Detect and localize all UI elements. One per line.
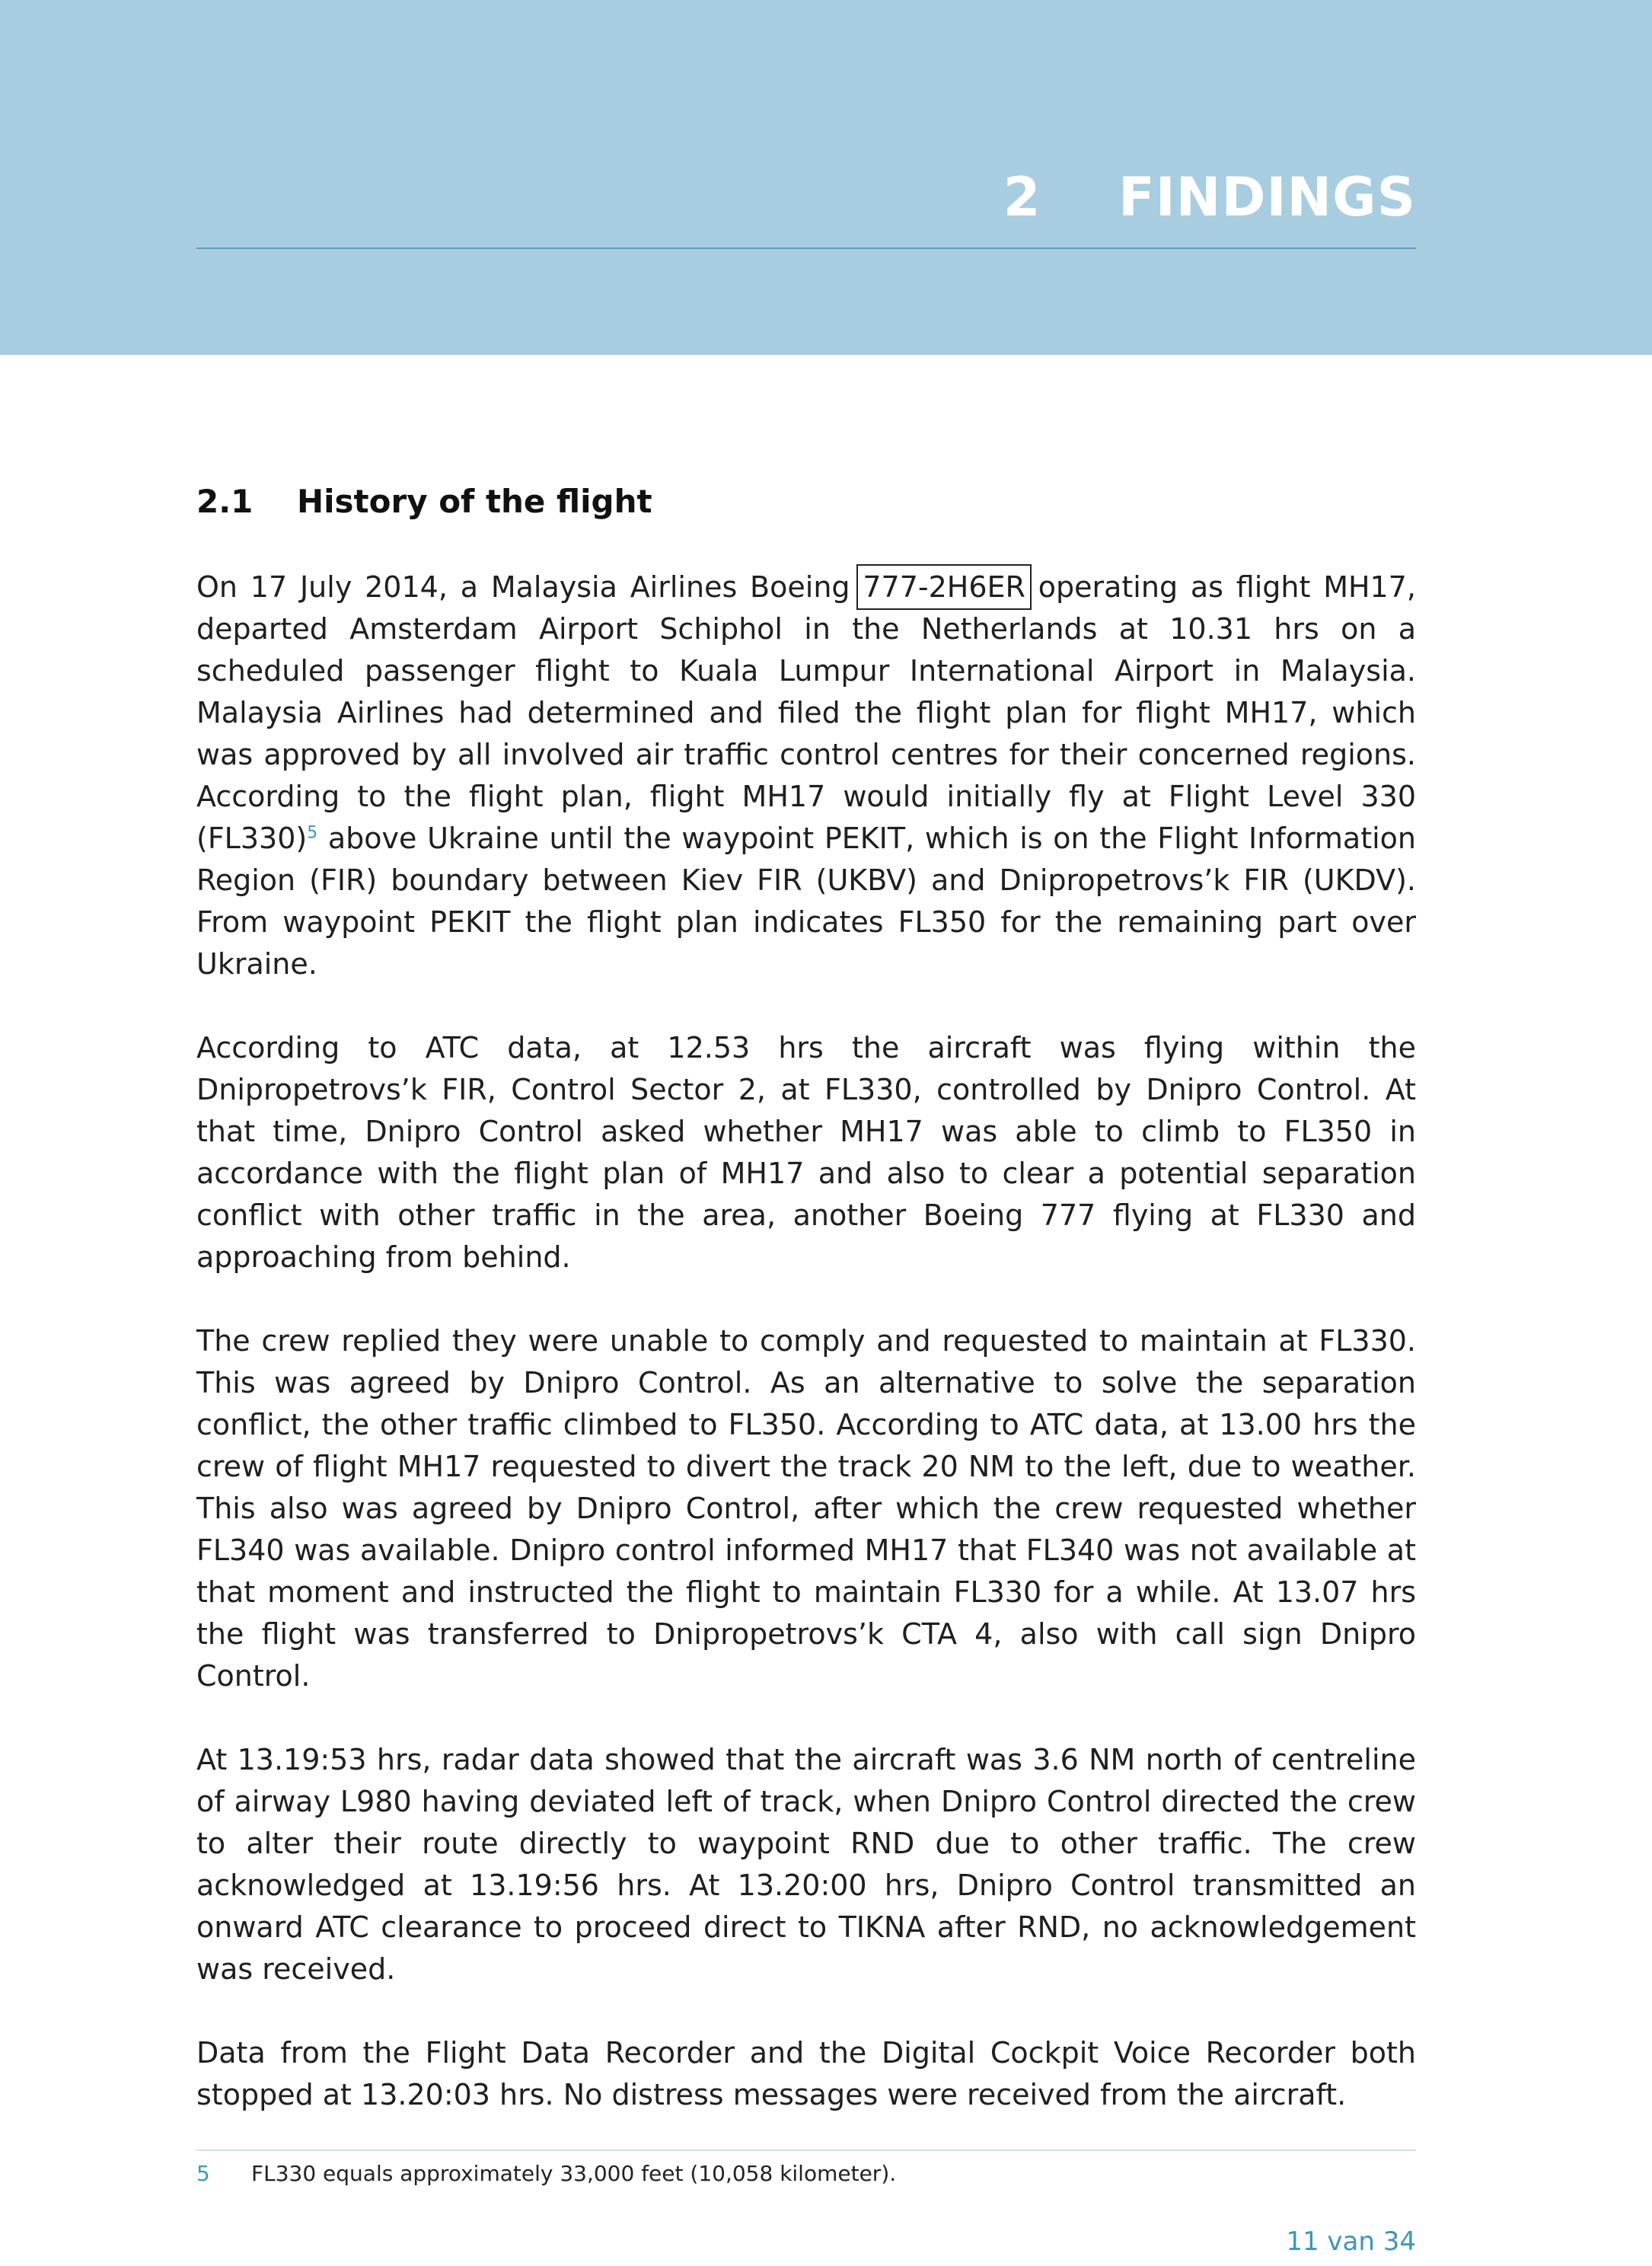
footnote-number: 5 xyxy=(196,2161,210,2186)
chapter-name: FINDINGS xyxy=(1118,166,1416,228)
paragraph-2: According to ATC data, at 12.53 hrs the aircraft was flying within the Dnipropetrovs’k FIR, Control Sector 2, at FL330, controlled by Dnipro Control. At that time, Dnipro Control asked whether MH17 was able to climb to FL350 in accordance with the flight plan of MH17 and also to clear a potential separation conflict with other traffic in the area, another Boeing 777 flying at FL330 and approaching from behind. xyxy=(196,1031,1416,1274)
paragraph-4: At 13.19:53 hrs, radar data showed that the aircraft was 3.6 NM north of centreline of airway L980 having deviated left of track, when Dnipro Control directed the crew to alter their route directly to waypoint RND due to other traffic. The crew acknowledged at 13.19:56 hrs. At 13.20:00 hrs, Dnipro Control transmitted an onward ATC clearance to proceed direct to TIKNA after RND, no acknowledgement was received. xyxy=(196,1743,1416,1986)
paragraph-1 xyxy=(196,566,1416,985)
paragraph-1-start: On 17 July 2014, a Malaysia Airlines Boeing xyxy=(196,570,863,604)
paragraph-1-end: above Ukraine until the waypoint PEKIT, which is on the Flight Information Region (FIR) boundary between Kiev FIR (UKBV) and Dnipropetrovs’k FIR (UKDV). From waypoint PEKIT the flight plan indicates FL350 for the remaining part over Ukraine. xyxy=(196,822,1416,981)
chapter-title xyxy=(1003,166,1416,228)
section-title: History of the flight xyxy=(297,483,652,520)
footnote xyxy=(196,2161,896,2186)
section-heading xyxy=(196,483,652,520)
section-number: 2.1 xyxy=(196,483,254,520)
footnote-text: FL330 equals approximately 33,000 feet (10,058 kilometer). xyxy=(251,2161,897,2186)
footnote-reference[interactable]: 5 xyxy=(307,823,318,843)
page-number: 11 van 34 xyxy=(1286,2226,1416,2257)
footnote-divider xyxy=(196,2150,1416,2151)
chapter-number: 2 xyxy=(1003,166,1041,228)
body-text xyxy=(196,566,1416,2158)
paragraph-3: The crew replied they were unable to comply and requested to maintain at FL330. This was agreed by Dnipro Control. As an alternative to solve the separation conflict, the other traffic climbed to FL350. According to ATC data, at 13.00 hrs the crew of flight MH17 requested to divert the track 20 NM to the left, due to weather. This also was agreed by Dnipro Control, after which the crew requested whether FL340 was available. Dnipro control informed MH17 that FL340 was not available at that moment and instructed the flight to maintain FL330 for a while. At 13.07 hrs the flight was transferred to Dnipropetrovs’k CTA 4, also with call sign Dnipro Control. xyxy=(196,1324,1416,1693)
banner-divider xyxy=(196,247,1416,249)
paragraph-1-middle: operating as flight MH17, departed Amsterdam Airport Schiphol in the Netherlands at 10.31 hrs on a scheduled passenger flight to Kuala Lumpur International Airport in Malaysia. Malaysia Airlines had determined and filed the flight plan for flight MH17, which was approved by all involved air traffic control centres for their concerned regions. According to the flight plan, flight MH17 would initially fly at Flight Level 330 (FL330) xyxy=(196,570,1416,855)
paragraph-5: Data from the Flight Data Recorder and the Digital Cockpit Voice Recorder both stopped at 13.20:03 hrs. No distress messages were received from the aircraft. xyxy=(196,2036,1416,2111)
aircraft-type-highlight: 777-2H6ER xyxy=(863,570,1025,604)
chapter-banner xyxy=(0,0,1652,355)
